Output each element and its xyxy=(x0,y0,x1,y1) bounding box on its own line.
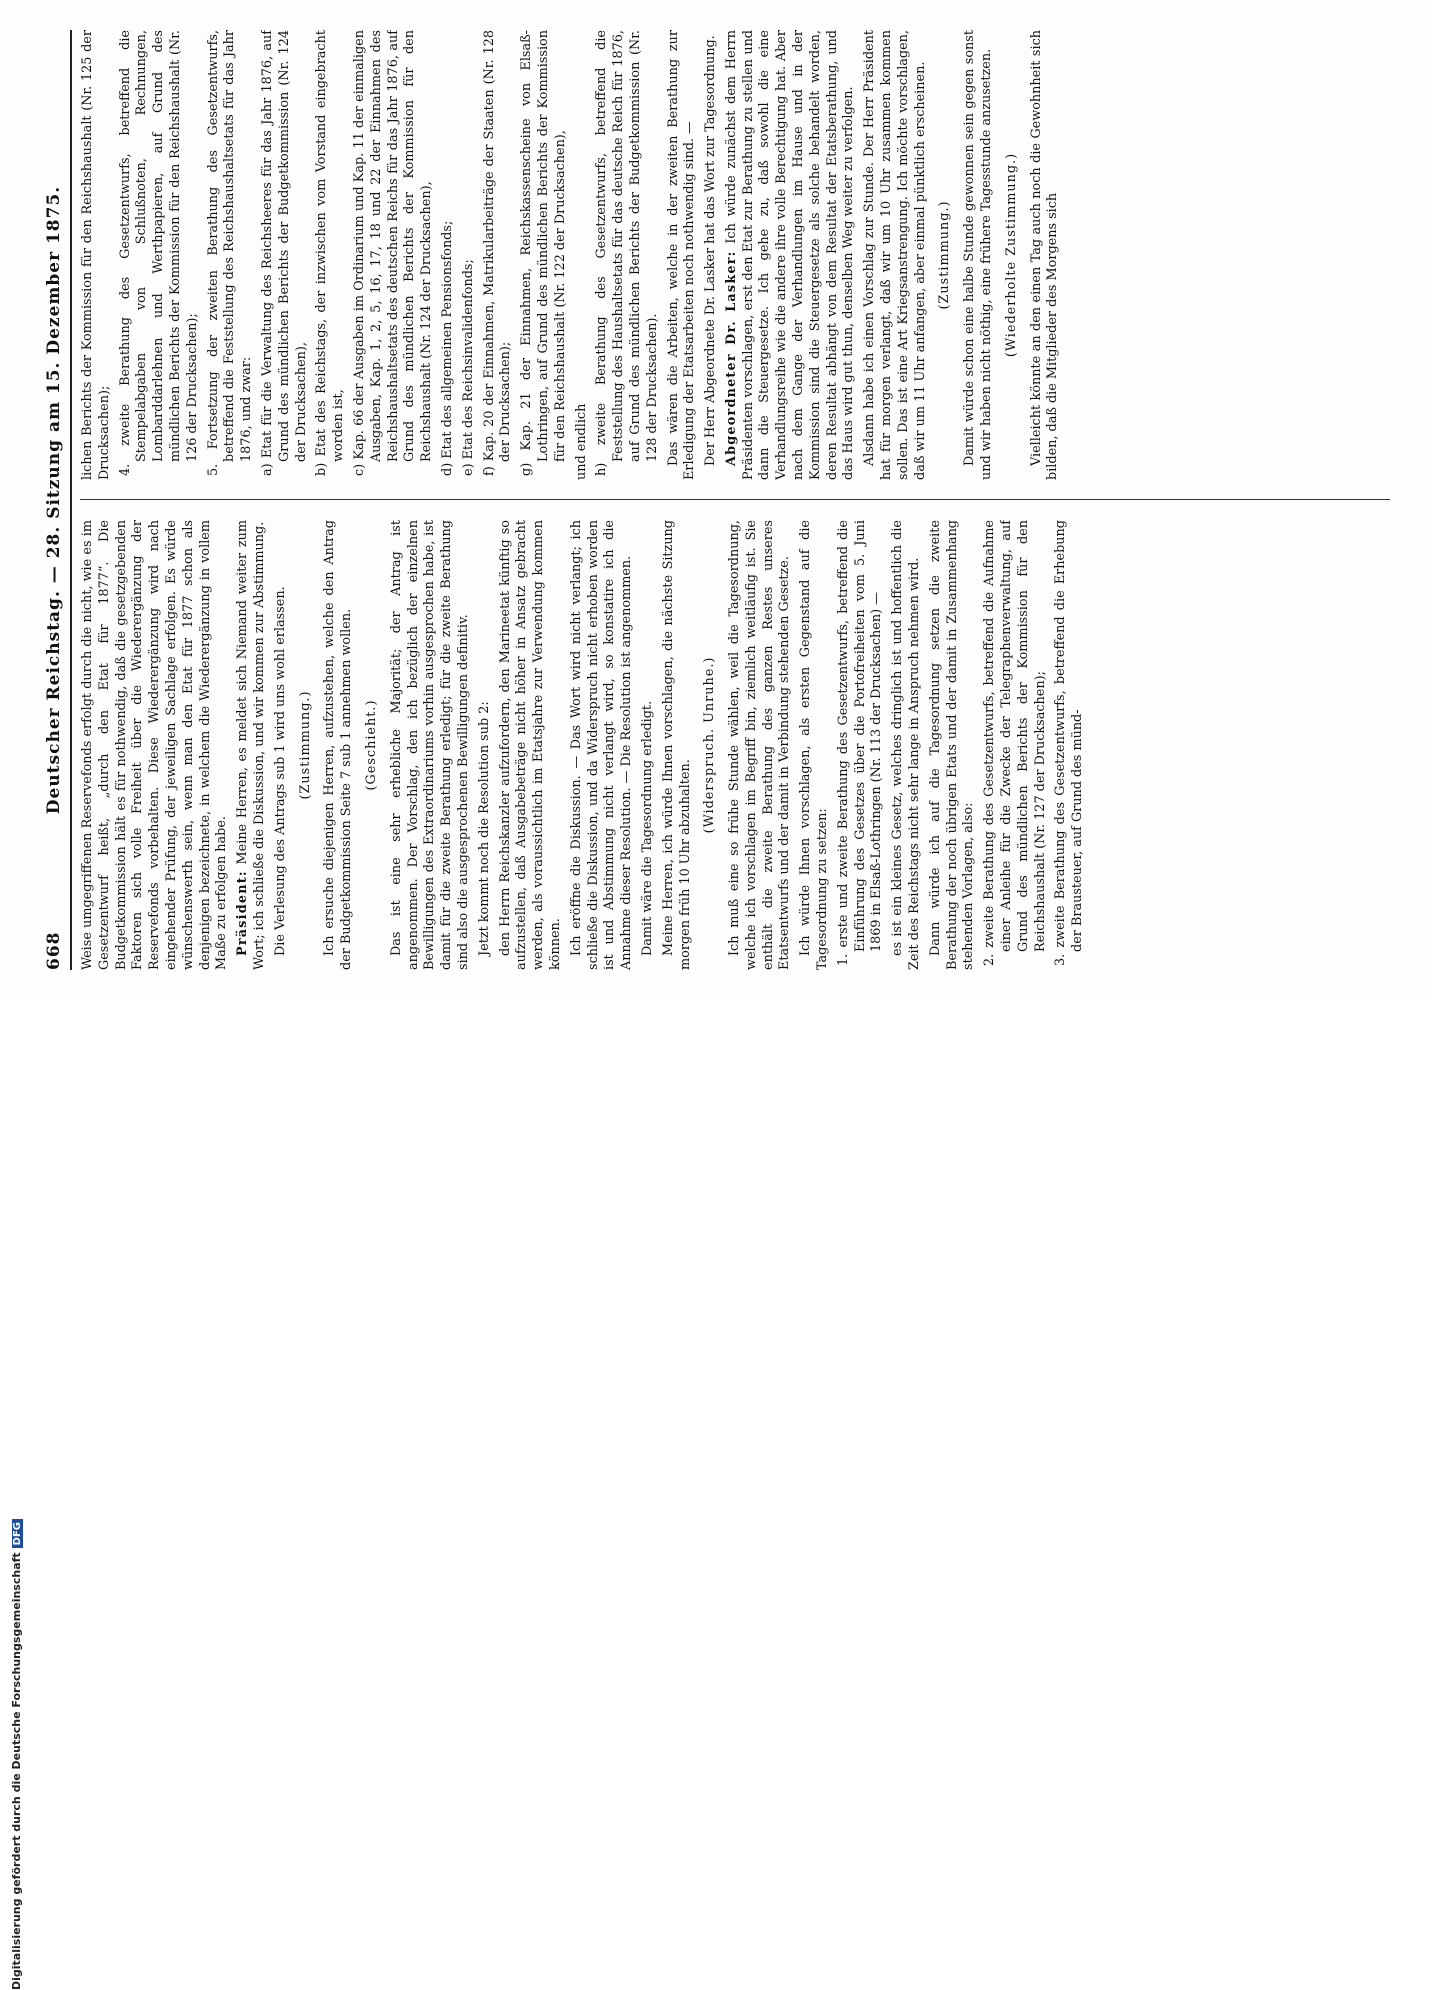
speaker-name: Abgeordneter Dr. Lasker: xyxy=(723,250,739,466)
paragraph-text: (Wiederholte Zustimmung.) xyxy=(1003,152,1019,358)
list-item xyxy=(982,520,1049,970)
paragraph-text: d) Etat des allgemeinen Pensionsfonds; xyxy=(439,220,455,476)
paragraph-text: Vielleicht könnte an den einen Tag auch noch die Gewohnheit sich bilden, daß die Mitglieder des Morgens sich xyxy=(1028,30,1061,480)
paragraph-text: es ist ein kleines Gesetz, welches dringlich ist und hoffentlich die Zeit des Reichstags nicht sehr lange in Anspruch nehmen wird. xyxy=(890,520,923,970)
paragraph xyxy=(661,520,695,970)
dfg-logo: DFG xyxy=(12,1519,23,1548)
right-column xyxy=(80,30,1390,480)
list-item xyxy=(440,30,457,480)
paragraph-text: Ich muß eine so frühe Stunde wählen, weil die Tagesordnung, welche ich vorschlagen im Begriff bin, ziemlich weitläufig ist. Sie enthält die zweite Berathung des ganzen Restes unseres Etatsentwurfs und der damit in Verbindung stehenden Gesetze. xyxy=(727,520,793,970)
list-item xyxy=(1053,520,1087,970)
paragraph xyxy=(477,520,494,970)
paragraph xyxy=(574,30,591,480)
paragraph-text: 5. Fortsetzung der zweiten Berathung des Gesetzentwurfs, betreffend die Feststellung des Reichshaushaltsetats für das Jahr 1876, und zwar: xyxy=(205,30,255,476)
paragraph-text: Meine Herren, es meldet sich Niemand weiter zum Wort; ich schließe die Diskussion, und wir kommen zur Abstimmung. xyxy=(235,520,267,970)
paragraph-text: Dann würde ich auf die Tagesordnung setzen die zweite Berathung der noch übrigen Etats und der damit in Zusammenhang stehenden Vorlagen, also: xyxy=(927,520,977,970)
paragraph-text: Ich würde Ihnen vorschlagen, als ersten Gegenstand auf die Tagesordnung zu setzen: xyxy=(798,520,831,970)
paragraph-text: b) Etat des Reichstags, der inzwischen vom Vorstand eingebracht worden ist, xyxy=(314,30,347,476)
list-item xyxy=(260,30,310,480)
text-columns xyxy=(80,30,1390,970)
paragraph xyxy=(798,520,832,970)
paragraph xyxy=(80,30,114,480)
paragraph-text: Das wären die Arbeiten, welche in der zweiten Berathung zur Erledigung der Etatsarbeiten noch nothwendig sind. — xyxy=(665,30,698,480)
stage-direction xyxy=(1004,30,1021,480)
paragraph-text: c) Kap. 66 der Ausgaben im Ordinarium und Kap. 11 der einmaligen Ausgaben, Kap. 1, 2, 5, 16, 17, 18 und 22 der Einnahmen des Reichshaushaltsetats des deutschen Reichs für das Jahr 1876, auf Grund des mündlichen Berichts der Kommission für den Reichshaushalt (Nr. 124 der Drucksachen), xyxy=(351,30,435,476)
paragraph-text: und endlich xyxy=(573,403,589,480)
list-item xyxy=(206,30,256,480)
paragraph xyxy=(640,520,657,970)
list-item xyxy=(594,30,661,480)
paragraph xyxy=(703,30,720,480)
paragraph-text: 2. zweite Berathung des Gesetzentwurfs, betreffend die Aufnahme einer Anleihe für die Zwecke der Telegraphenverwaltung, auf Grund des mündlichen Berichts der Kommission für den Reichshaushalt (Nr. 127 der Drucksachen); xyxy=(982,520,1048,966)
paragraph-text: Der Herr Abgeordnete Dr. Lasker hat das Wort zur Tagesordnung. xyxy=(703,35,719,466)
paragraph xyxy=(962,30,996,480)
paragraph-text: Alsdann habe ich einen Vorschlag zur Stunde. Der Herr Präsident hat für morgen verlangt, daß wir um 10 Uhr zusammen kommen sollen. Das ist eine Art Kriegsanstrengung. Ich möchte vorschlagen, daß wir um 11 Uhr anfangen, aber einmal pünktlich erscheinen. xyxy=(862,30,928,480)
paragraph-text: Weise umgegriffenen Reservefonds erfolgt durch die nicht, wie es im Gesetzentwurf heißt, „durch den Etat für 1877“. Die Budgetkommission hält es für nothwendig, daß die gesetzgebenden Faktoren sich volle Freiheit über die Wiederergänzung der Reservefonds vorbehalten. Diese Wiederergänzung wird nach eingehender Prüfung, der jeweiligen Sachlage erfolgen. Es würde wünschenswerth sein, wenn man den Etat für 1877 schon als denjenigen bezeichnete, in welchem die Wiederergänzung in vollem Maße zu erfolgen habe. xyxy=(80,520,230,970)
paragraph-text: Damit würde schon eine halbe Stunde gewonnen sein gegen sonst und wir haben nicht nöthig, eine frühere Tagesstunde anzusetzen. xyxy=(962,30,995,480)
list-item xyxy=(118,30,202,480)
page-header xyxy=(40,30,72,970)
speaker-name: Präsident: xyxy=(235,870,251,956)
paragraph-text: Ich eröffne die Diskussion. — Das Wort wird nicht verlangt; ich schließe die Diskussion, und da Widerspruch nicht erhoben worden ist und Abstimmung nicht verlangt wird, so konstatire ich die Annahme dieser Resolution. — Die Resolution ist angenommen. xyxy=(568,520,635,970)
stage-direction xyxy=(364,520,381,970)
paragraph xyxy=(322,520,356,970)
list-item xyxy=(352,30,436,480)
paragraph xyxy=(569,520,636,970)
paragraph xyxy=(235,520,269,970)
list-item xyxy=(519,30,569,480)
column-divider xyxy=(80,499,1390,500)
paragraph-text: (Geschieht.) xyxy=(363,699,379,791)
paragraph-text: g) Kap. 21 der Einnahmen, Reichskassenscheine von Elsaß-Lothringen, auf Grund des mündlichen Berichts der Kommission für den Reichshaushalt (Nr. 122 der Drucksachen), xyxy=(519,30,568,476)
paragraph xyxy=(928,520,978,970)
stage-direction xyxy=(937,30,954,480)
paragraph xyxy=(1029,30,1063,480)
paragraph xyxy=(890,520,924,970)
paragraph xyxy=(727,520,794,970)
paragraph-text: (Widerspruch. Unruhe.) xyxy=(702,656,718,834)
paragraph-text: lichen Berichts der Kommission für den Reichshaushalt (Nr. 125 der Drucksachen); xyxy=(80,30,112,480)
paragraph-text: f) Kap. 20 der Einnahmen, Matrikularbeiträge der Staaten (Nr. 128 der Drucksachen); xyxy=(481,30,514,476)
paragraph-text: Ich würde zunächst dem Herrn Präsidenten vorschlagen, erst den Etat zur Berathung zu stellen und dann die Steuergesetze. Ich gehe zu, daß sowohl die eine Verhandlungsreihe wie die andere ihre volle Berechtigung hat. Aber nach dem Gange der Verhandlungen im Hause und in der Kommission sind die Steuergesetze als solche behandelt worden, deren Resultat abhängt von dem Resultat der Etatsberathung, und das Haus wird gut thun, denselben Weg weiter zu verfolgen. xyxy=(723,30,857,480)
list-item xyxy=(482,30,516,480)
stage-direction xyxy=(702,520,719,970)
page-title: Deutscher Reichstag. — 28. Sitzung am 15. Dezember 1875. xyxy=(44,185,64,815)
paragraph-text: Das ist eine sehr erhebliche Majorität; der Antrag ist angenommen. Der Vorschlag, den ich bezüglich der einzelnen Bewilligungen des Extraordinariums vorhin ausgesprochen habe, ist damit für die zweite Berathung erledigt; für die zweite Berathung sind also die ausgesprochenen Bewilligungen definitiv. xyxy=(388,520,471,970)
page-sheet xyxy=(40,30,1400,970)
paragraph-text: Ich ersuche diejenigen Herren, aufzustehen, welche den Antrag der Budgetkommission Seite 7 sub 1 annehmen wollen. xyxy=(322,520,355,970)
paragraph xyxy=(80,520,231,970)
paragraph-text: den Herrn Reichskanzler aufzufordern, den Marineetat künftig so aufzustellen, daß Ausgabebeträge nicht höher in Ansatz gebracht werden, als voraussichtlich im Etatsjahre zur Verwendung kommen können. xyxy=(497,520,563,970)
list-item xyxy=(461,30,478,480)
paragraph xyxy=(724,30,858,480)
paragraph-text: Damit wäre die Tagesordnung erledigt. xyxy=(639,700,655,956)
digitization-footer xyxy=(10,1519,23,1990)
paragraph-text: e) Etat des Reichsinvalidenfonds; xyxy=(460,259,476,476)
paragraph-text: Die Verlesung des Antrags sub 1 wird uns wohl erlassen. xyxy=(272,586,288,956)
paragraph-text: h) zweite Berathung des Gesetzentwurfs, betreffend die Feststellung des Haushaltsetats für das deutsche Reich für 1876, auf Grund des mündlichen Berichts der Budgetkommission (Nr. 128 der Drucksachen). xyxy=(594,30,660,476)
paragraph-text: Jetzt kommt noch die Resolution sub 2: xyxy=(476,701,492,956)
paragraph-text: Meine Herren, ich würde Ihnen vorschlagen, die nächste Sitzung morgen früh 10 Uhr abzuhalten. xyxy=(660,520,693,970)
paragraph-text: (Zustimmung.) xyxy=(937,200,953,310)
paragraph xyxy=(389,520,473,970)
footer-text: Digitalisierung gefördert durch die Deutsche Forschungsgemeinschaft xyxy=(10,1552,23,1990)
paragraph xyxy=(498,520,565,970)
paragraph-text: 4. zweite Berathung des Gesetzentwurfs, betreffend die Stempelabgaben von Schlußnoten, Rechnungen, Lombarddarlehnen und Werthpapieren, auf Grund des mündlichen Berichts der Kommission für den Reichshaushalt (Nr. 126 der Drucksachen); xyxy=(117,30,200,476)
paragraph-text: 3. zweite Berathung des Gesetzentwurfs, betreffend die Erhebung der Brausteuer, auf Grund des münd- xyxy=(1053,520,1086,966)
list-item xyxy=(314,30,348,480)
page-number: 668 xyxy=(44,931,64,970)
paragraph-text: a) Etat für die Verwaltung des Reichsheeres für das Jahr 1876, auf Grund des mündlichen Berichts der Budgetkommission (Nr. 124 der Drucksachen), xyxy=(259,30,309,476)
paragraph xyxy=(273,520,290,970)
list-item xyxy=(836,520,886,970)
left-column xyxy=(80,520,1390,970)
paragraph xyxy=(862,30,929,480)
stage-direction xyxy=(298,520,315,970)
paragraph xyxy=(666,30,700,480)
paragraph-text: (Zustimmung.) xyxy=(297,690,313,800)
paragraph-text: 1. erste und zweite Berathung des Gesetzentwurfs, betreffend die Einführung des Gesetzes über die Portofreiheiten vom 5. Juni 1869 in Elsaß-Lothringen (Nr. 113 der Drucksachen) — xyxy=(835,520,885,966)
